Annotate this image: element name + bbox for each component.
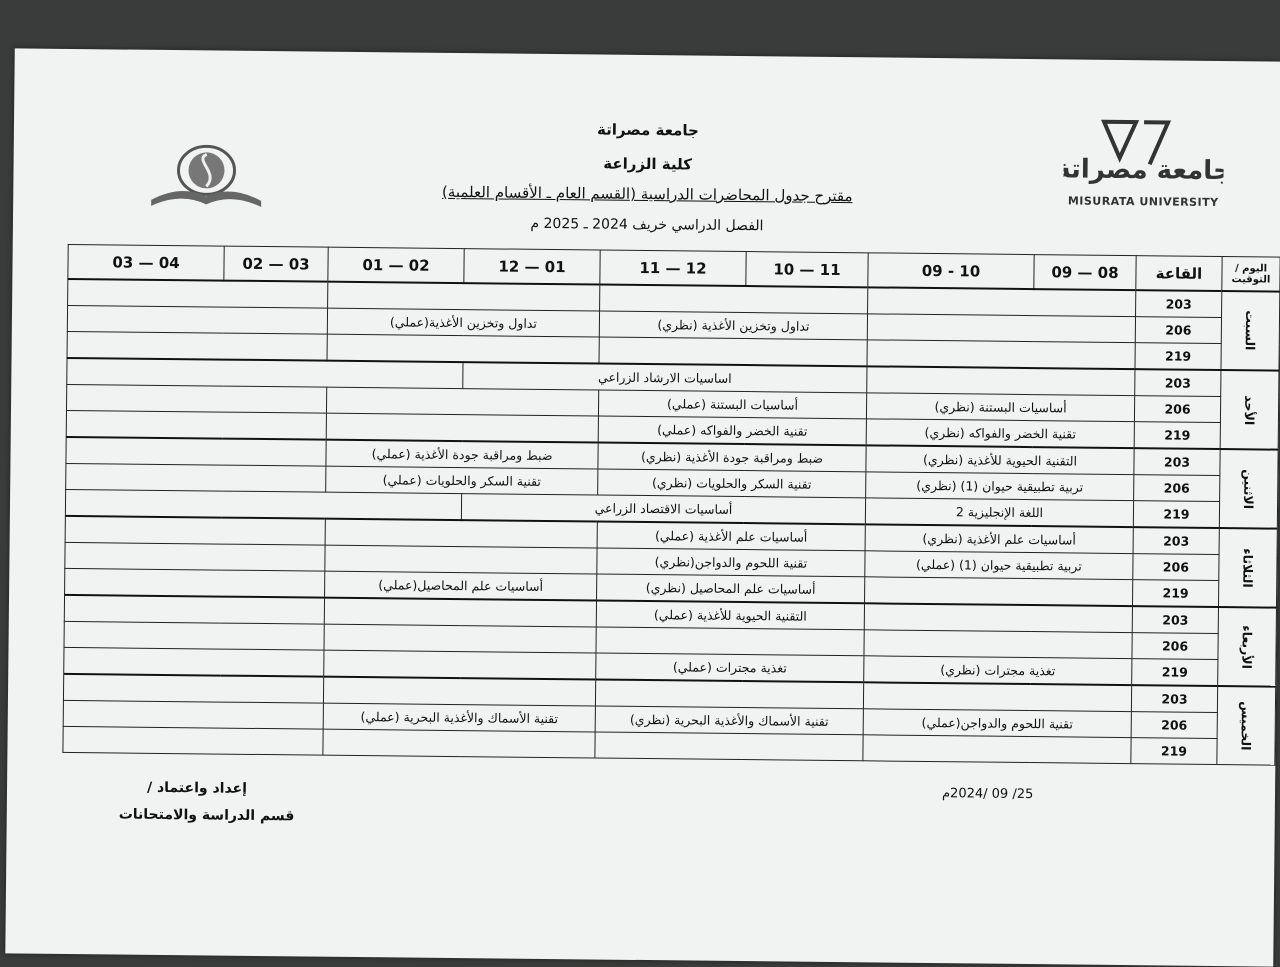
day-sunday: الأحد	[1220, 370, 1279, 450]
room-number: 203	[1131, 685, 1217, 712]
class-cell: تقنية السكر والحلويات (نظري)	[598, 469, 866, 498]
class-cell: التقنية الحيوية للأغذية (عملي)	[596, 601, 864, 630]
class-cell: أساسيات علم الأغذية (نظري)	[865, 524, 1133, 553]
room-number: 203	[1136, 290, 1222, 317]
class-cell: تغذية مجترات (عملي)	[596, 653, 864, 682]
room-number: 219	[1132, 580, 1218, 607]
semester-title: الفصل الدراسي خريف 2024 ـ 2025 م	[530, 215, 764, 235]
class-cell: تقنية الأسماك والأغذية البحرية (نظري)	[595, 706, 863, 735]
room-number: 203	[1135, 369, 1221, 396]
room-number: 206	[1134, 396, 1220, 423]
room-number: 219	[1132, 659, 1218, 686]
class-cell: أساسيات البستنة (عملي)	[598, 390, 866, 419]
class-cell: اساسيات الارشاد الزراعي	[463, 362, 867, 393]
day-saturday: السبت	[1221, 291, 1280, 371]
day-time-header: اليوم / التوقيت	[1222, 257, 1280, 292]
class-cell: ضبط ومراقبة جودة الأغذية (نظري)	[598, 443, 866, 472]
time-header: 11 — 10	[746, 252, 868, 288]
day-wednesday: الأربعاء	[1218, 607, 1277, 687]
class-cell: تقنية اللحوم والدواجن(نظري)	[597, 548, 865, 577]
class-cell: تغذية مجترات (نظري)	[864, 656, 1132, 685]
schedule-table	[62, 244, 1280, 766]
schedule-document	[5, 48, 1280, 966]
class-cell: أساسيات علم المحاصيل (نظري)	[597, 574, 865, 603]
time-header: 03 — 02	[224, 246, 328, 282]
time-header: 02 — 01	[328, 247, 464, 283]
class-cell: أساسيات علم المحاصيل(عملي)	[325, 571, 597, 600]
class-cell: تداول وتخزين الأغذية (نظري)	[599, 311, 867, 340]
document-title: مقترح جدول المحاضرات الدراسية (القسم العام ـ الأقسام العلمية)	[441, 182, 853, 206]
university-logo-english: MISURATA UNIVERSITY	[1067, 194, 1219, 209]
class-cell: ضبط ومراقبة جودة الأغذية (عملي)	[326, 440, 598, 469]
room-number: 206	[1132, 633, 1218, 660]
day-thursday: الخميس	[1217, 686, 1276, 765]
room-number: 203	[1133, 527, 1219, 554]
class-cell: تقنية اللحوم والدواجن(عملي)	[863, 709, 1131, 738]
class-cell: تقنية السكر والحلويات (عملي)	[326, 466, 598, 495]
class-cell: تداول وتخزين الأغذية(عملي)	[327, 308, 599, 337]
time-header: 01 — 12	[464, 249, 600, 285]
time-header: 12 — 11	[600, 250, 746, 286]
document-date: 25/ 09 /2024م	[941, 786, 1034, 803]
class-cell: تقنية الخضر والفواكه (نظري)	[866, 419, 1134, 448]
time-header: 04 — 03	[68, 244, 224, 280]
room-number: 206	[1134, 475, 1220, 502]
room-number: 219	[1135, 343, 1221, 370]
room-number: 203	[1134, 448, 1220, 475]
room-number: 219	[1134, 422, 1220, 449]
day-monday: الاثنين	[1219, 449, 1278, 529]
class-cell: تربية تطبيقية حيوان (1) (نظري)	[866, 472, 1134, 501]
room-number: 206	[1135, 317, 1221, 344]
class-cell: أساسيات علم الأغذية (عملي)	[597, 522, 865, 551]
room-number: 203	[1132, 606, 1218, 633]
day-tuesday: الثلاثاء	[1218, 528, 1277, 608]
class-cell: تقنية الخضر والفواكه (عملي)	[598, 416, 866, 445]
university-name: جامعة مصراتة	[596, 120, 699, 140]
class-cell: التقنية الحيوية للأغذية (نظري)	[866, 445, 1134, 474]
time-header: 10 - 09	[868, 253, 1034, 289]
faculty-name: كلية الزراعة	[603, 154, 692, 174]
university-logo-arabic: جامعة مصراتة	[1063, 154, 1225, 187]
room-number: 206	[1133, 554, 1219, 581]
class-cell: أساسيات الاقتصاد الزراعي	[461, 494, 865, 525]
room-number: 206	[1131, 712, 1217, 739]
class-cell: تربية تطبيقية حيوان (1) (عملي)	[865, 551, 1133, 580]
department-name: قسم الدراسة والامتحانات	[118, 806, 295, 825]
class-cell: تقنية الأسماك والأغذية البحرية (عملي)	[323, 703, 595, 732]
class-cell: اللغة الإنجليزية 2	[865, 498, 1133, 527]
time-header: 08 — 09	[1034, 255, 1136, 291]
room-number: 219	[1131, 738, 1217, 765]
room-header: القاعة	[1136, 256, 1222, 291]
class-cell: أساسيات البستنة (نظري)	[866, 393, 1134, 422]
room-number: 219	[1133, 501, 1219, 528]
prepared-by-label: إعداد واعتماد /	[146, 779, 248, 797]
